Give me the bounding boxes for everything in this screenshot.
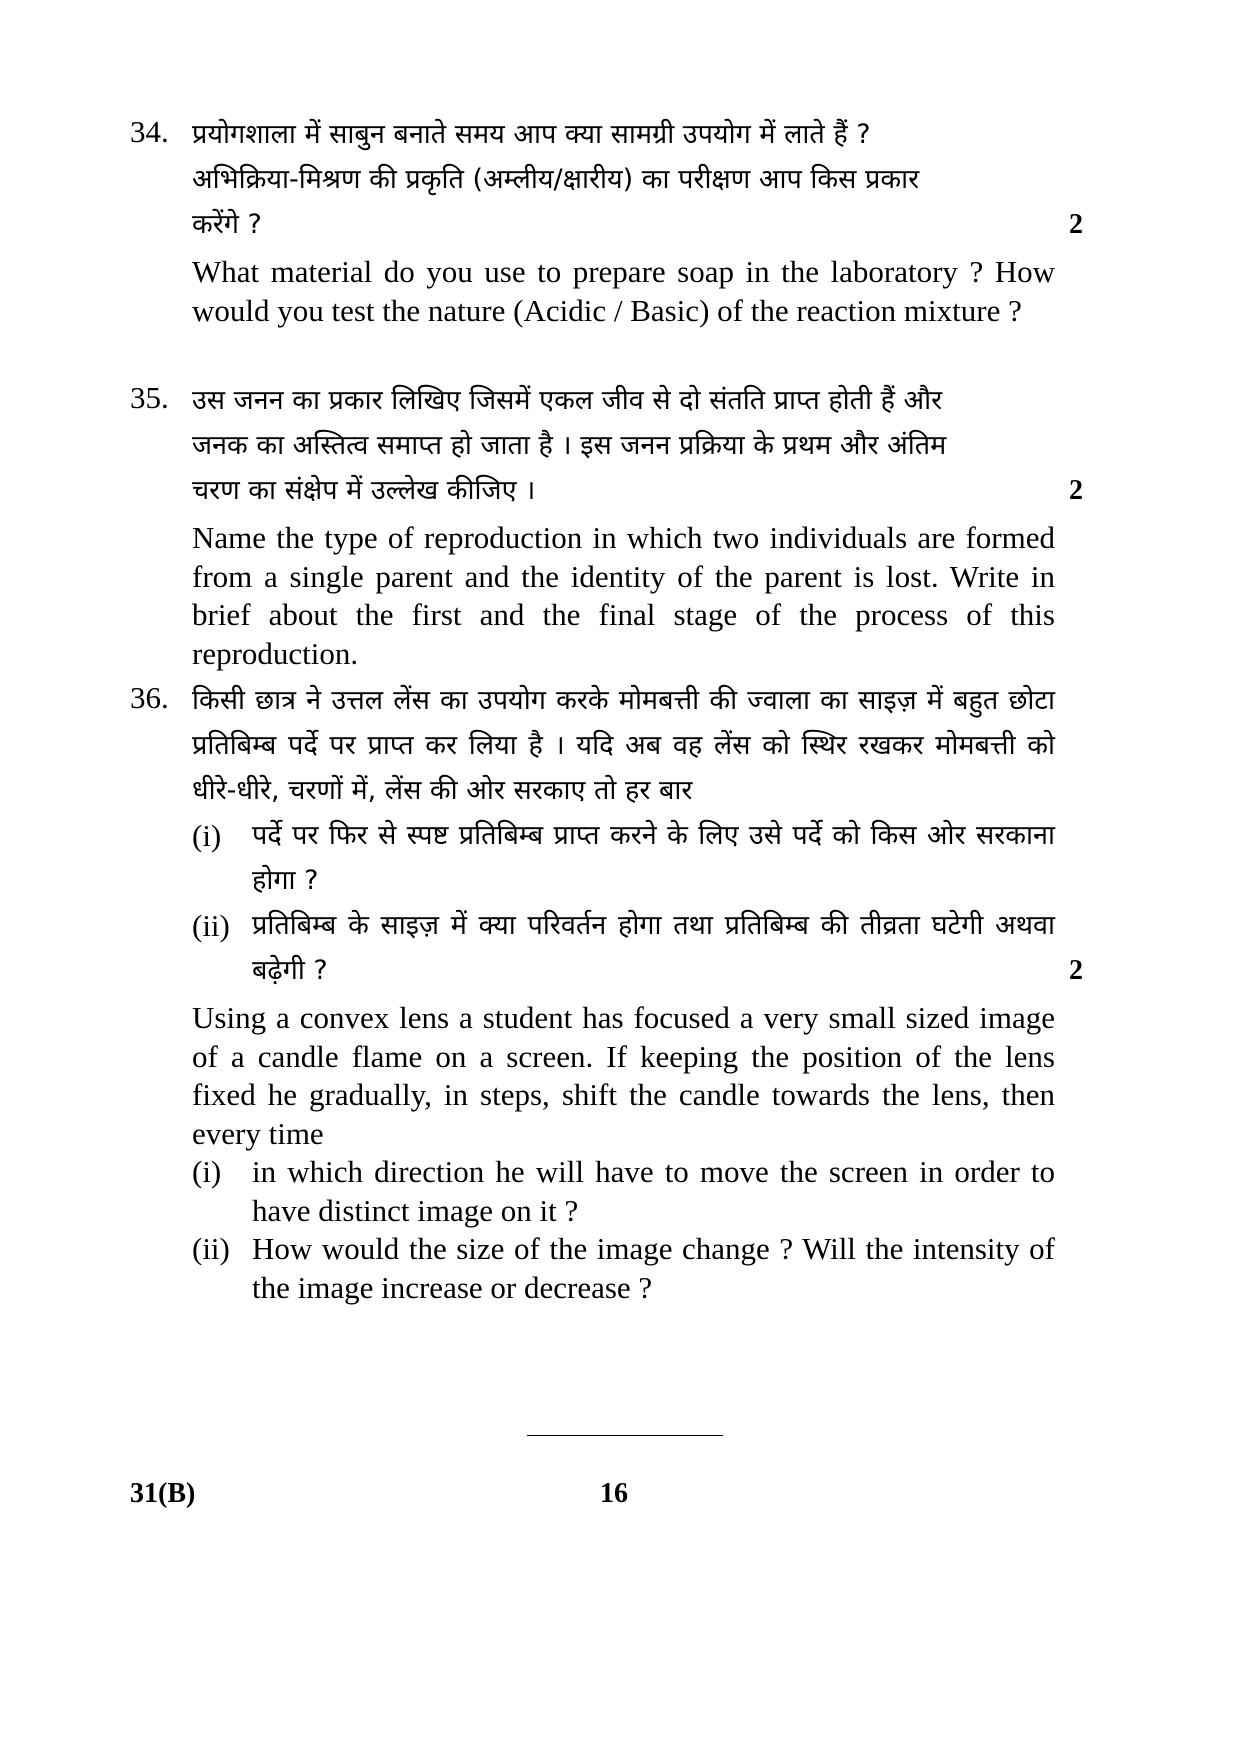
english-subpart-i — [192, 1153, 1055, 1230]
english-intro: Using a convex lens a student has focused a very small sized image of a candle flame on a screen. If keeping the position of the lens fixed he gradually, in steps, shift the candle towards the lens, then every time — [192, 1000, 1055, 1151]
subpart-text: प्रतिबिम्ब के साइज़ में क्या परिवर्तन होगा तथा प्रतिबिम्ब की तीव्रता घटेगी अथवा बढ़ेगी ? — [252, 910, 1055, 986]
question-36 — [130, 678, 1083, 1307]
subpart-label: (ii) — [192, 908, 230, 943]
hindi-intro: किसी छात्र ने उत्तल लेंस का उपयोग करके मोमबत्ती की ज्वाला का साइज़ में बहुत छोटा प्रतिबिम्ब पर्दे पर प्राप्त कर लिया है । यदि अब वह लेंस को स्थिर रखकर मोमबत्ती को धीरे-धीरे, चरणों में, लेंस की ओर सरकाए तो हर बार — [192, 685, 1055, 806]
hindi-line-last — [192, 202, 1083, 247]
question-number: 36. — [130, 680, 169, 715]
question-34 — [130, 112, 1083, 330]
subpart-text: पर्दे पर फिर से स्पष्ट प्रतिबिम्ब प्राप्त करने के लिए उसे पर्दे को किस ओर सरकाना होगा ? — [252, 820, 1055, 896]
hindi-line-last — [192, 468, 1083, 513]
hindi-line: प्रयोगशाला में साबुन बनाते समय आप क्या सामग्री उपयोग में लाते हैं ? — [192, 119, 871, 150]
english-text: What material do you use to prepare soap in the laboratory ? How would you test the nature (Acidic / Basic) of the reaction mixture ? — [192, 254, 1055, 328]
hindi-line: उस जनन का प्रकार लिखिए जिसमें एकल जीव से दो संतति प्राप्त होती हैं और — [192, 385, 943, 416]
hindi-text: चरण का संक्षेप में उल्लेख कीजिए । — [192, 475, 536, 506]
end-divider — [527, 1435, 723, 1436]
hindi-subpart-i — [192, 813, 1055, 903]
question-body — [192, 378, 1083, 673]
subpart-label: (ii) — [192, 1231, 230, 1266]
english-text: Name the type of reproduction in which two individuals are formed from a single parent and the identity of the parent is lost. Write in brief about the first and the final stage of the process of this reproduction. — [192, 520, 1055, 671]
marks: 2 — [1069, 955, 1083, 986]
page-number: 16 — [600, 1478, 628, 1509]
subpart-label: (i) — [192, 1154, 222, 1189]
question-number: 34. — [130, 114, 169, 149]
question-number: 35. — [130, 380, 169, 415]
hindi-subpart-ii — [192, 903, 1083, 993]
paper-code: 31(B) — [130, 1478, 196, 1509]
subpart-text: How would the size of the image change ? Will the intensity of the image increase or decrease ? — [252, 1231, 1055, 1305]
question-body — [192, 678, 1083, 1307]
hindi-text: करेंगे ? — [192, 209, 262, 240]
hindi-line: अभिक्रिया-मिश्रण की प्रकृति (अम्लीय/क्षारीय) का परीक्षण आप किस प्रकार — [192, 164, 920, 195]
subpart-text: in which direction he will have to move the screen in order to have distinct image on it ? — [252, 1154, 1055, 1228]
english-subpart-ii — [192, 1230, 1055, 1307]
question-35 — [130, 378, 1083, 673]
hindi-line: जनक का अस्तित्व समाप्त हो जाता है । इस जनन प्रक्रिया के प्रथम और अंतिम — [192, 430, 947, 461]
question-body — [192, 112, 1083, 330]
marks: 2 — [1069, 209, 1083, 240]
marks: 2 — [1069, 475, 1083, 506]
subpart-label: (i) — [192, 818, 222, 853]
